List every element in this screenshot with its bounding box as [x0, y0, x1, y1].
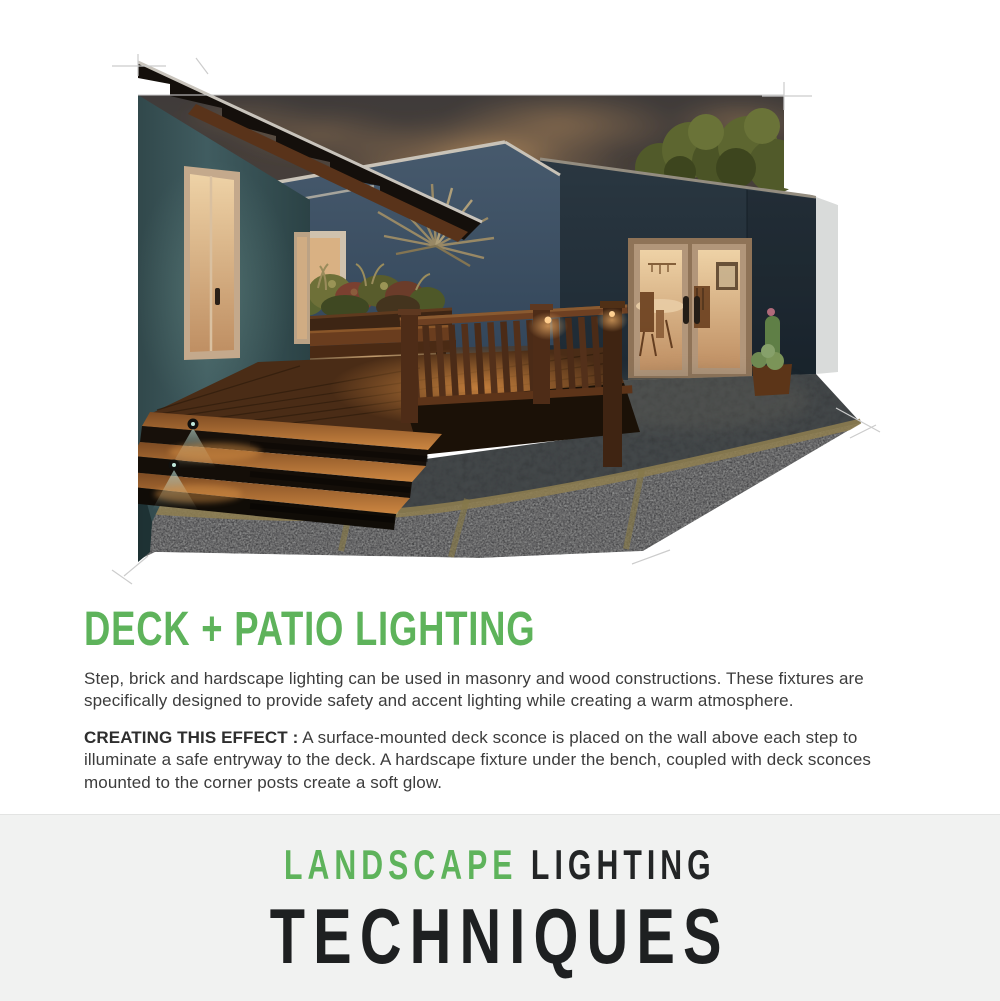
brand-word-lighting: LIGHTING: [517, 841, 716, 888]
footer-band: [0, 814, 1000, 1001]
effect-body: A surface-mounted deck sconce is placed on the wall above each step to illuminate a safe entryway to the deck. A hardscape fixture under the bench, coupled with deck sconces mounted to the corner posts create a soft glow.: [84, 727, 871, 792]
wall-panel: [816, 197, 838, 374]
brand-word-landscape: LANDSCAPE: [284, 841, 518, 888]
railing-post: [401, 313, 418, 423]
page-title: DECK + PATIO LIGHTING: [84, 603, 536, 656]
door-handle-right: [694, 296, 700, 324]
brand-line: [0, 841, 1000, 889]
series-title: TECHNIQUES: [270, 892, 730, 980]
door-handle-left: [683, 296, 689, 324]
effect-paragraph: [84, 727, 926, 794]
french-doors: [628, 238, 752, 384]
entry-door: [184, 166, 240, 360]
side-window: [294, 232, 310, 344]
entry-door-handle: [215, 288, 220, 305]
content-section: [84, 603, 926, 794]
intro-paragraph: Step, brick and hardscape lighting can be used in masonry and wood constructions. These fixtures are specifically designed to provide safety and accent lighting while creating a warm atmosphere.: [84, 669, 864, 711]
effect-label: CREATING THIS EFFECT :: [84, 727, 299, 747]
